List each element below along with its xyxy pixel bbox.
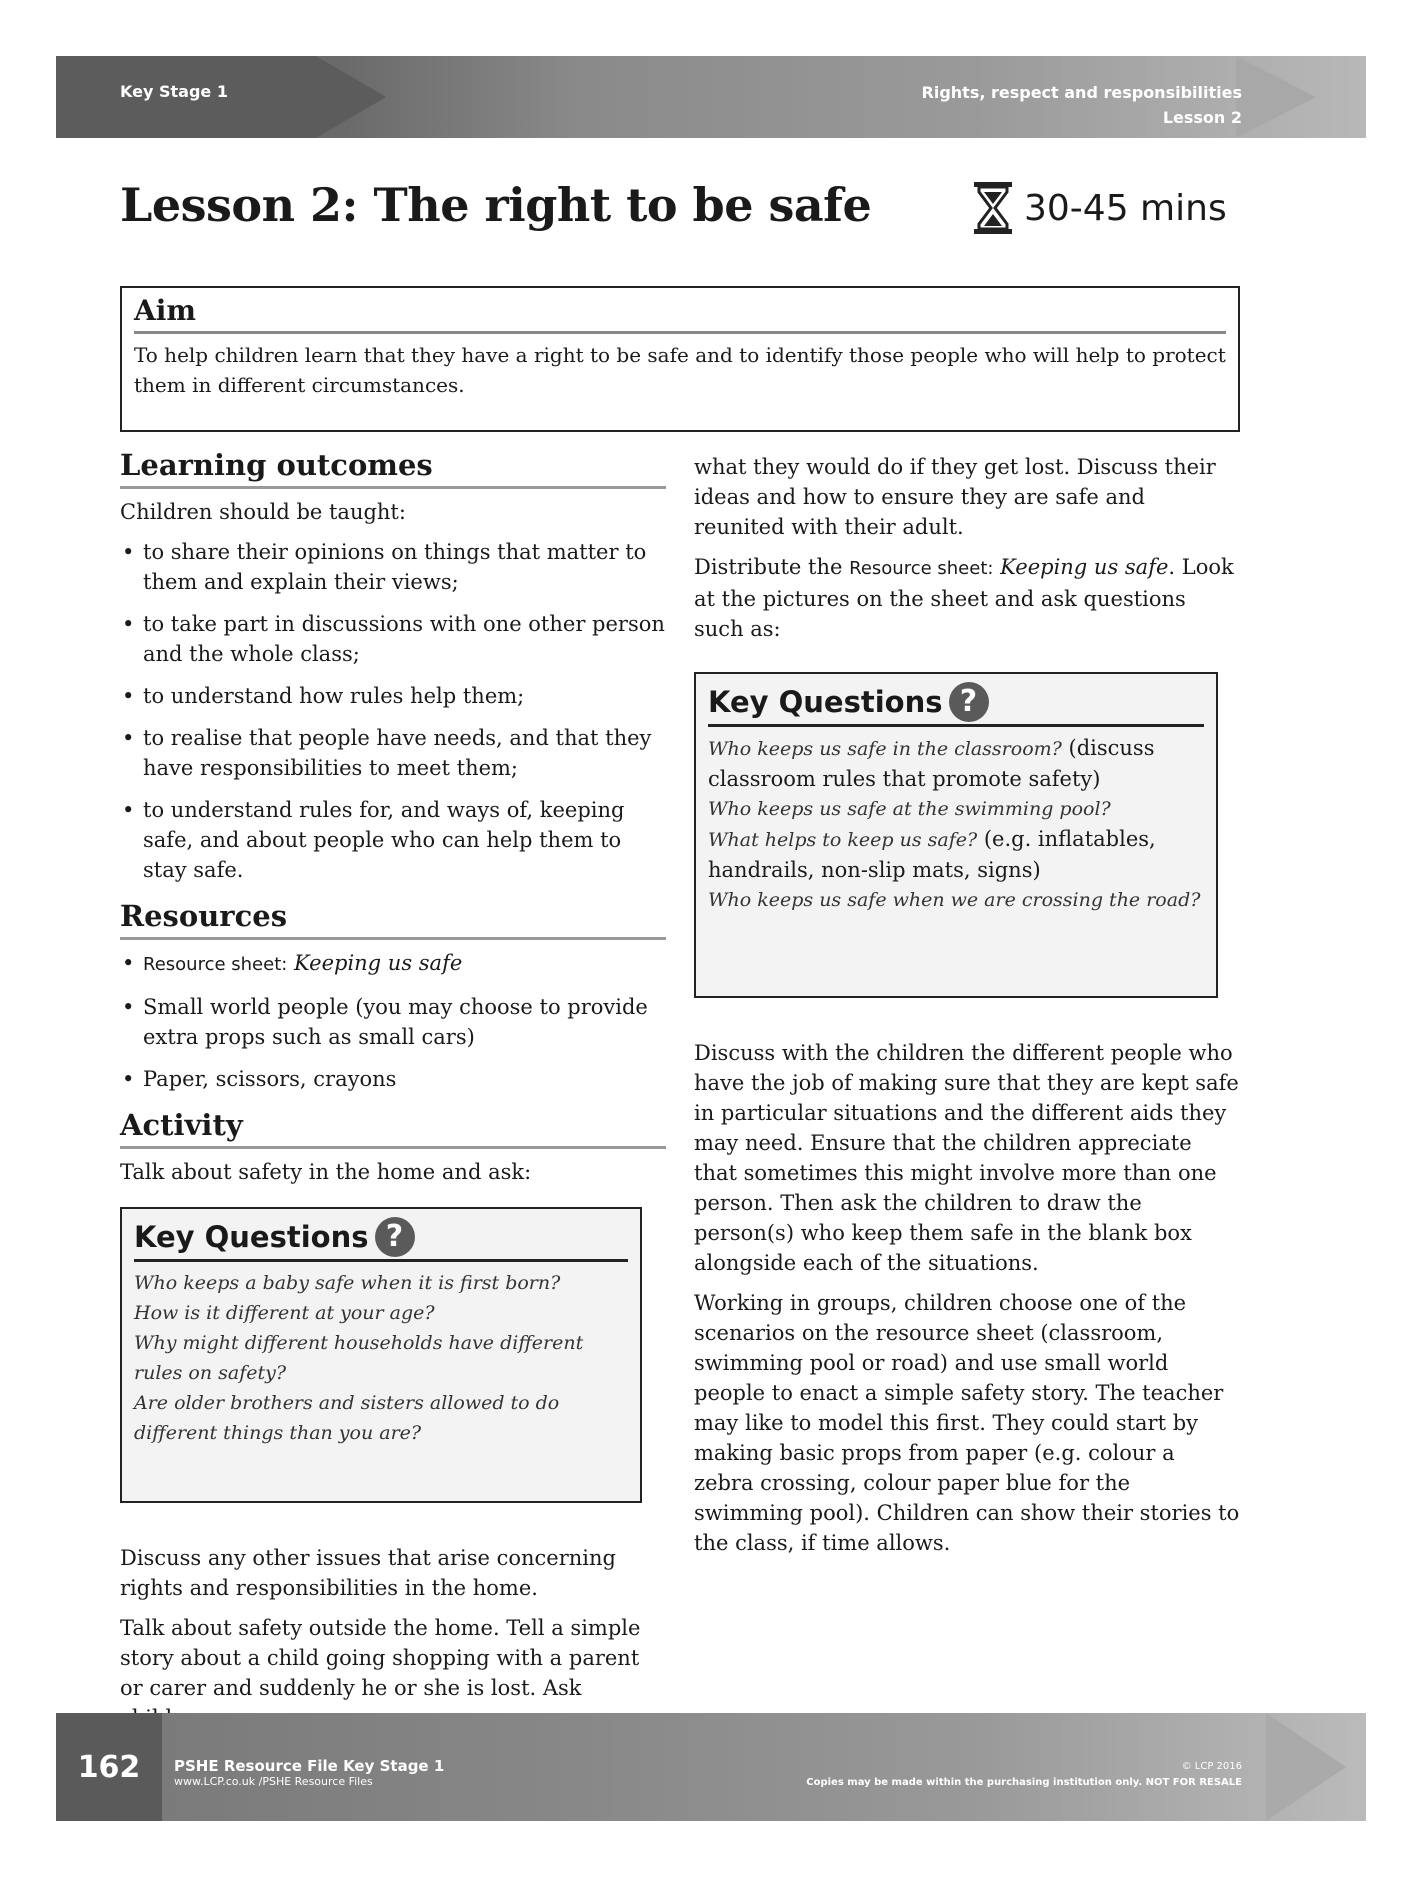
duration-text: 30-45 mins [1024, 187, 1227, 229]
learning-outcomes-heading: Learning outcomes [120, 446, 666, 489]
copyright: © LCP 2016 [1181, 1761, 1242, 1772]
question: Are older brothers and sisters allowed to do different things than you are? [134, 1392, 560, 1444]
key-questions-title [708, 682, 1204, 727]
page-title: Lesson 2: The right to be safe [120, 178, 872, 232]
book-title: PSHE Resource File Key Stage 1 [174, 1757, 445, 1775]
question: Who keeps us safe at the swimming pool? [708, 798, 1111, 820]
header-band [56, 56, 1366, 138]
lesson-label: Lesson 2 [1162, 108, 1242, 127]
key-stage-label: Key Stage 1 [120, 82, 228, 101]
header-topic [922, 80, 1242, 130]
question: Who keeps a baby safe when it is first born? [134, 1272, 561, 1294]
right-column [694, 452, 1240, 1568]
question: Who keeps us safe when we are crossing the road? [708, 889, 1201, 911]
outside-safety-text: Talk about safety outside the home. Tell a simple story about a child going shopping with a parent or carer and suddenly he or she is lost. Ask [120, 1616, 641, 1700]
list-item [120, 948, 666, 980]
list-item: • to understand rules for, and ways of, keeping safe, and about people who can help them to stay safe. [120, 795, 666, 885]
question-note: (e.g. inflatables, handrails, non-slip mats, signs) [708, 827, 1156, 882]
question: Who keeps us safe in the classroom? [708, 738, 1062, 760]
footer-band [56, 1713, 1366, 1821]
list-item: • to understand how rules help them; [120, 681, 666, 711]
key-questions-title [134, 1217, 628, 1262]
key-questions-heading: Key Questions [134, 1220, 369, 1254]
question-note: (discuss classroom rules that promote safety) [708, 736, 1155, 791]
key-questions-box-home [120, 1207, 642, 1503]
list-item: • to share their opinions on things that matter to them and explain their views; [120, 537, 666, 597]
list-item: • to realise that people have needs, and that they have responsibilities to meet them; [120, 723, 666, 783]
activity-heading: Activity [120, 1106, 666, 1149]
question-with-note [708, 733, 1204, 794]
resource-sheet-title: Keeping us safe [294, 951, 463, 975]
topic-label: Rights, respect and responsibilities [921, 83, 1242, 102]
lost-discussion-text: what they would do if they get lost. Discuss their ideas and how to ensure they are safe and reunited with their adult. [694, 455, 1216, 539]
activity-intro: Talk about safety in the home and ask: [120, 1160, 532, 1184]
learning-outcomes-intro: Children should be taught: [120, 500, 406, 524]
question-mark-icon: ? [375, 1217, 415, 1257]
key-questions-heading: Key Questions [708, 685, 943, 719]
question: What helps to keep us safe? [708, 829, 978, 851]
resource-sheet-label: Resource sheet: [143, 954, 288, 975]
page-number: 162 [56, 1713, 162, 1821]
resale-notice: Copies may be made within the purchasing institution only. NOT FOR RESALE [806, 1777, 1242, 1788]
resources-list [120, 948, 666, 1094]
question: Why might different households have different rules on safety? [134, 1332, 584, 1384]
learning-outcomes-list [120, 537, 666, 885]
group-work-text: Working in groups, children choose one of the scenarios on the resource sheet (classroom, swimming pool or road) and use small world people to enact a simple safety story. The teacher may like to model this first. They could start by making basic props from paper (e.g. colour a zebra crossing, colour paper blue for the swimming pool). Children can show their stories to the class, if time allows. [694, 1291, 1240, 1555]
resource-sheet-title: Keeping us safe [1000, 555, 1169, 579]
list-item: • Small world people (you may choose to provide extra props such as small cars) [120, 992, 666, 1052]
home-discussion-text: Discuss any other issues that arise concerning rights and responsibilities in the home. [120, 1546, 616, 1600]
aim-text: To help children learn that they have a right to be safe and to identify those people who will help to protect them in different circumstances. [134, 343, 1226, 397]
distribute-post: . Look at the pictures on the sheet and ask questions such as: [694, 555, 1234, 641]
aim-box [120, 286, 1240, 432]
duration [972, 180, 1227, 236]
left-column [120, 446, 666, 1743]
question: How is it different at your age? [134, 1302, 435, 1324]
question-with-note [708, 824, 1204, 885]
footer-legal [806, 1759, 1242, 1791]
resources-heading: Resources [120, 897, 666, 940]
list-item: • Paper, scissors, crayons [120, 1064, 666, 1094]
people-discussion-text: Discuss with the children the different people who have the job of making sure that they are kept safe in particular situations and the different aids they may need. Ensure that the children appreciate that sometimes this might involve more than one person. Then ask the children to draw the person(s) who keep them safe in the blank box alongside each of the situations. [694, 1041, 1239, 1275]
distribute-pre: Distribute the [694, 555, 843, 579]
book-url: www.LCP.co.uk /PSHE Resource Files [174, 1775, 373, 1788]
footer-book-info [174, 1757, 444, 1788]
aim-heading: Aim [134, 294, 1226, 334]
hourglass-icon [972, 180, 1014, 236]
question-mark-icon: ? [949, 682, 989, 722]
key-questions-box-outside [694, 672, 1218, 998]
distribute-text [694, 552, 1240, 644]
resource-sheet-label: Resource sheet: [849, 558, 994, 579]
list-item: • to take part in discussions with one other person and the whole class; [120, 609, 666, 669]
